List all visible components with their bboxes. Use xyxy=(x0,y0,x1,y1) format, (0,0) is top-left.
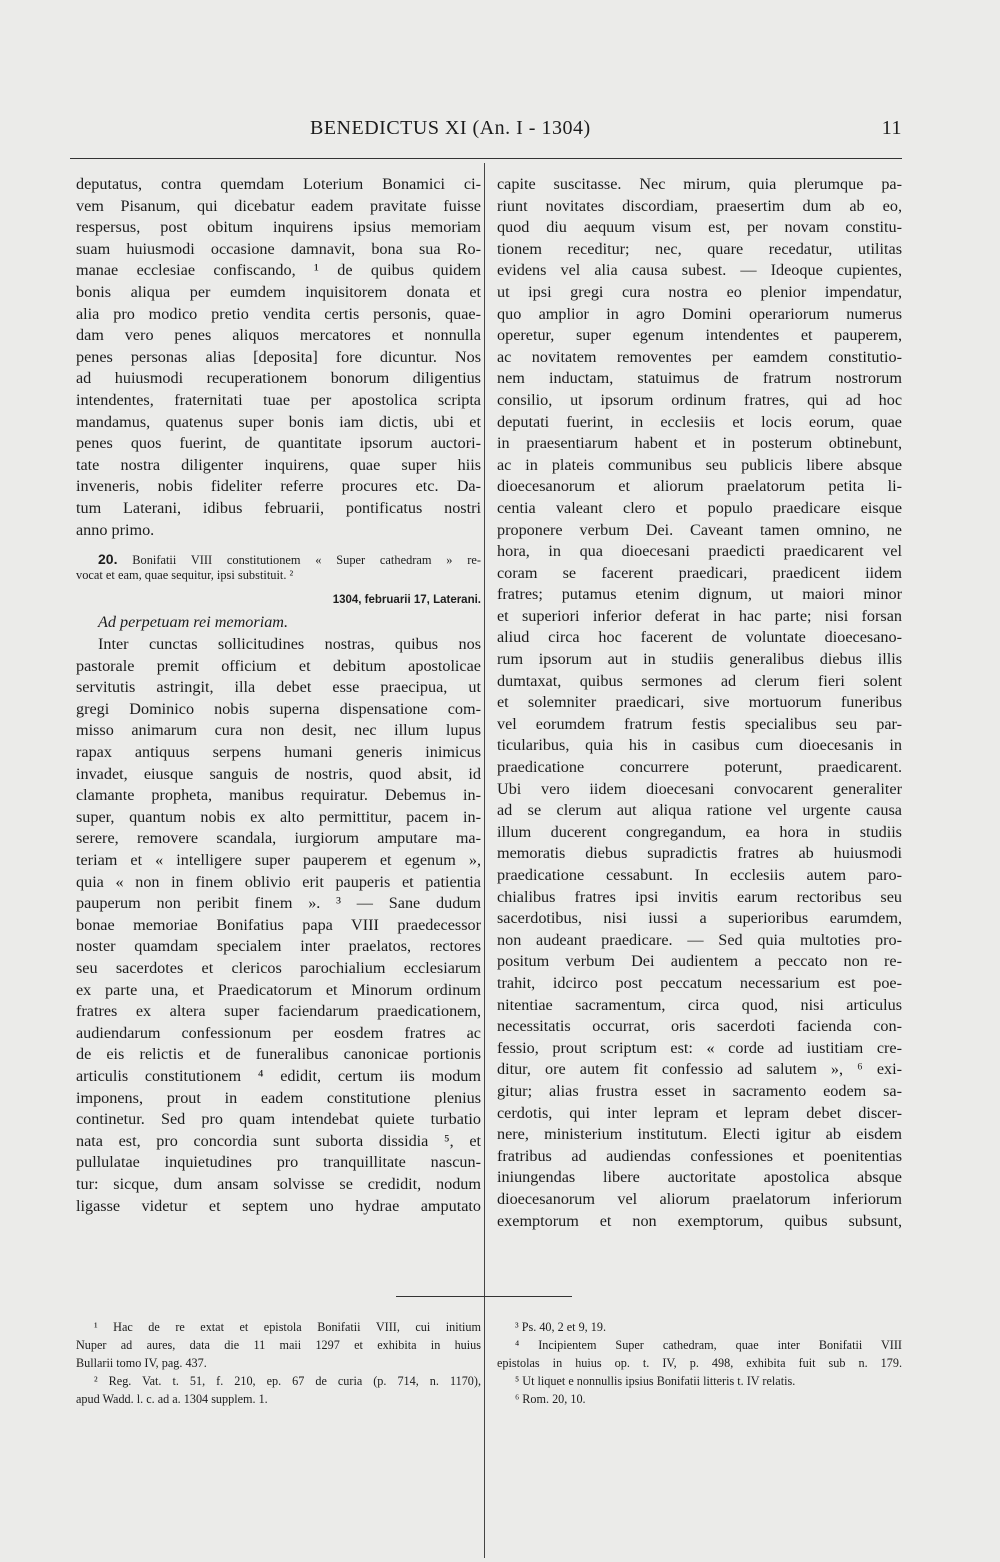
text-line: praedicatione cessabunt. In ecclesiis autem paro- xyxy=(497,866,902,884)
text-line: clamante propheta, manibus requiratur. Debemus in- xyxy=(76,786,481,805)
text-line: fratres; putamus etenim dignum, ut maiori minor xyxy=(497,585,902,604)
text-line: ac novitatem removentes per eamdem constitutio- xyxy=(497,347,902,366)
text-line: sacerdotibus, nisi iussi a superioribus earumdem, xyxy=(497,909,902,928)
rubric-text: Bonifatii VIII constitutionem « Super cathedram » re- xyxy=(132,553,481,568)
text-line: praedicatione concurrere poterunt, praedicarent. xyxy=(497,758,902,777)
text-line: dumtaxat, quibus sermones ad clerum fieri solent xyxy=(497,671,902,690)
text-line: tionem receditur; nec, quare recedatur, utilitas xyxy=(497,239,902,258)
rubric-line xyxy=(76,551,481,567)
text-line: non audeant praedicare. — Sed quia multoties pro- xyxy=(497,930,902,949)
text-line: ligasse videtur et septem uno hydrae amputato xyxy=(76,1196,481,1215)
text-line: operetur, super egenum intendentes et pauperem, xyxy=(497,326,902,345)
text-line: ac in plateis communibus seu publicis libere absque xyxy=(497,455,902,474)
text-line: teriam et « intelligere super pauperem et egenum », xyxy=(76,851,481,870)
text-line: memoratis diebus supradictis fratres ab huiusmodi xyxy=(497,844,902,863)
left-column xyxy=(76,174,481,1217)
section-rubric xyxy=(76,551,481,583)
text-line: tum Laterani, idibus februarii, pontificatus nostri xyxy=(76,498,481,517)
text-line: pauperum non peribit finem ». ³ — Sane dudum xyxy=(76,894,481,913)
text-line: invadet, eiusque sanguis de nostris, quod absit, id xyxy=(76,764,481,783)
text-line: tate nostra diligenter inquirens, quae super hiis xyxy=(76,455,481,474)
text-line: mandamus, quatenus super bonis iam dictis, ubi et xyxy=(76,412,481,431)
text-line: riunt novitates discordiam, praesertim dum ab eo, xyxy=(497,196,902,215)
footnote-line: Bullarii tomo IV, pag. 437. xyxy=(76,1356,207,1370)
text-line: alia pro modico pretio vendita certis personis, quae- xyxy=(76,304,481,323)
footnote-line: Nuper ad aures, data die 11 maii 1297 et exhibita in huius xyxy=(76,1338,481,1352)
footnote-rule xyxy=(396,1296,572,1297)
left-column-body-text xyxy=(76,634,481,1217)
footnote-column-divider xyxy=(484,1310,485,1406)
text-line: bonae memoriae Bonifatius papa VIII praedecessor xyxy=(76,915,481,934)
text-line: consilio, ut ipsorum ordinum fratres, qui ad hoc xyxy=(497,390,902,409)
text-line: intendentes, fraternitati tuae per apostolica scripta xyxy=(76,390,481,409)
text-line: tur: sicque, dum ansam solvisse se credidit, nodum xyxy=(76,1174,481,1193)
text-line: evidens vel alia causa subest. — Ideoque cupientes, xyxy=(497,261,902,280)
text-line: et superiori inferior deferat in hac parte; nisi forsan xyxy=(497,606,902,625)
text-line: anno primo. xyxy=(76,520,155,539)
text-line: deputati fuerint, in ecclesiis et locis eorum, quae xyxy=(497,412,902,431)
text-line: nata est, pro concordia sunt suborta dissidia ⁵, et xyxy=(76,1131,481,1150)
page-number: 11 xyxy=(881,117,902,139)
text-line: dioecesanorum et aliorum praelatorum petita li- xyxy=(497,477,902,496)
ad-perpetuam-formula: Ad perpetuam rei memoriam. xyxy=(98,613,289,632)
text-line: hora, in qua dioecesani praedicti praedicarent vel xyxy=(497,542,902,561)
text-line: fratres ex altera super faciendarum praedicationem, xyxy=(76,1002,481,1021)
text-line: gregi Dominico nobis superna dispensatione com- xyxy=(76,699,481,718)
text-line: deputatus, contra quemdam Loterium Bonamici ci- xyxy=(76,175,481,193)
header-rule xyxy=(70,158,902,159)
text-line: de eis relictis et de funeralibus canonicae portionis xyxy=(76,1045,481,1064)
dateline: 1304, februarii 17, Laterani. xyxy=(332,594,481,607)
rubric-line: vocat et eam, quae sequitur, ipsi substituit. ² xyxy=(76,568,294,583)
text-line: positum verbum Dei audientem a peccato non re- xyxy=(497,952,902,971)
text-line: ex parte una, et Praedicatorum et Minorum ordinum xyxy=(76,980,481,999)
text-line: continetur. Sed pro quam intendebat quiete turbatio xyxy=(76,1110,481,1129)
text-line: articulis constitutionem ⁴ edidit, certum iis modum xyxy=(76,1066,481,1085)
text-line: quia « non in finem oblivio erit pauperis et patientia xyxy=(76,872,481,891)
text-line: vel eorumdem fratrum festis specialibus seu par- xyxy=(497,714,902,733)
text-line: Ubi vero iidem dioecesani convocarent generaliter xyxy=(497,779,902,798)
text-line: exemptorum et non exemptorum, quibus subsunt, xyxy=(497,1211,902,1230)
text-line: rapax antiquus serpens humani generis inimicus xyxy=(76,743,481,762)
text-line: chialibus fratres ipsi invitis earum rectoribus seu xyxy=(497,887,902,906)
text-line: pullulatae inquietudines pro tranquillitate nascun- xyxy=(76,1153,481,1172)
footnote-line: ⁴ Incipientem Super cathedram, quae inter Bonifatii VIII xyxy=(515,1338,902,1352)
text-line: nem inductam, statuimus de fratrum nostrorum xyxy=(497,369,902,388)
text-line: centia valeant clero et populo praedicare eisque xyxy=(497,498,902,517)
text-line: servitutis astringit, illa debet esse praecipua, ut xyxy=(76,678,481,697)
footnotes-left xyxy=(76,1318,481,1408)
text-line: ticularibus, quia his in casibus cum dioecesanis in xyxy=(497,736,902,755)
text-line: et solemniter praedicari, sive mortuorum funeribus xyxy=(497,693,902,712)
text-line: vem Pisanum, qui dicebatur eadem pravitate fuisse xyxy=(76,196,481,215)
footnote-line: ² Reg. Vat. t. 51, f. 210, ep. 67 de curia (p. 714, n. 1170), xyxy=(94,1374,481,1388)
text-line: ad se clerum aut aliqua ratione vel urgente causa xyxy=(497,801,902,820)
text-line: ditur, ore autem fit confessio ad salutem », ⁶ exi- xyxy=(497,1060,902,1079)
text-line: penes personas alias [deposita] fore dicuntur. Nos xyxy=(76,347,481,366)
text-line: serere, removere scandala, iurgiorum amputare ma- xyxy=(76,829,481,848)
text-line: fratribus ad audiendas confessiones et poenitentias xyxy=(497,1146,902,1165)
text-line: nere, ministerium institutum. Electi igitur ab eisdem xyxy=(497,1125,902,1144)
text-line: dioecesanorum vel aliorum praelatorum inferiorum xyxy=(497,1189,902,1208)
text-line: noster quamdam specialem inter praelatos, rectores xyxy=(76,937,481,956)
text-line: suam huiusmodi occasione damnavit, bona sua Ro- xyxy=(76,239,481,258)
text-line: fessio, prout scriptum est: « corde ad iustitiam cre- xyxy=(497,1038,902,1057)
text-line: bonis aliqua per eumdem inquisitorem donata et xyxy=(76,282,481,301)
text-line: manae ecclesiae confiscando, ¹ de quibus quidem xyxy=(76,261,481,280)
footnote-line: epistolas in huius op. t. IV, p. 498, exhibita fuit sub n. 179. xyxy=(497,1356,902,1370)
text-line: rum ipsorum aut in studiis generalibus diebus illis xyxy=(497,650,902,669)
text-line: penes quos fuerint, de quantitate ipsorum auctori- xyxy=(76,434,481,453)
text-line: misso animarum cura non desit, nec illum lupus xyxy=(76,721,481,740)
text-line: capite suscitasse. Nec mirum, quia plerumque pa- xyxy=(497,175,902,193)
text-line: quo amplior in agro Domini operariorum numerus xyxy=(497,304,902,323)
left-column-opening-text xyxy=(76,174,481,541)
text-line: proponere verbum Dei. Caveant tamen omnino, ne xyxy=(497,520,902,539)
text-line: audiendarum confessionum per eosdem fratres ac xyxy=(76,1023,481,1042)
footnotes-right xyxy=(497,1318,902,1408)
text-line: gitur; alias frustra esset in sacramento eodem sa- xyxy=(497,1081,902,1100)
text-line: nitentiae sacramentum, circa quod, nisi articulus xyxy=(497,995,902,1014)
text-line: trahit, idcirco post peccatum necessarium est poe- xyxy=(497,973,902,992)
text-line: imponens, prout in eadem constitutione plenius xyxy=(76,1088,481,1107)
text-line: dam vero penes aliquos mercatores et nonnulla xyxy=(76,326,481,345)
text-line: coram se facerent praedicari, praedicent iidem xyxy=(497,563,902,582)
text-line: super, quantum nobis ex alto permittitur, pacem in- xyxy=(76,807,481,826)
text-line: in praesentiarum habent et in posterum obtinebunt, xyxy=(497,434,902,453)
text-line: aliud circa hoc facerent de voluntate dioecesano- xyxy=(497,628,902,647)
text-line: illum ducerent congregandum, ea hora in studiis xyxy=(497,822,902,841)
text-line: inveneris, nobis fideliter referre procures etc. Da- xyxy=(76,477,481,496)
text-line: cerdotis, qui inter lepram et lepram debet discer- xyxy=(497,1103,902,1122)
text-line: Inter cunctas sollicitudines nostras, quibus nos xyxy=(98,635,481,654)
text-line: quod diu aequum visum est, per novam constitu- xyxy=(497,218,902,237)
text-line: iniungendas libere auctoritate apostolica absque xyxy=(497,1168,902,1187)
text-line: ad huiusmodi recuperationem bonorum diligentius xyxy=(76,369,481,388)
text-line: respersus, post obitum inquirens ipsius memoriam xyxy=(76,218,481,237)
footnote-line: ³ Ps. 40, 2 et 9, 19. xyxy=(515,1320,607,1334)
text-line: necessitatis occurrat, oris sacerdoti facienda con- xyxy=(497,1017,902,1036)
right-column xyxy=(497,174,902,1232)
footnote-line: ¹ Hac de re extat et epistola Bonifatii VIII, cui initium xyxy=(94,1320,481,1334)
footnote-line: ⁶ Rom. 20, 10. xyxy=(515,1392,586,1406)
footnote-line: ⁵ Ut liquet e nonnullis ipsius Bonifatii litteris t. IV relatis. xyxy=(515,1374,796,1388)
section-number: 20. xyxy=(98,551,118,568)
running-title: BENEDICTUS XI (An. I - 1304) xyxy=(310,117,591,139)
footnote-line: apud Wadd. l. c. ad a. 1304 supplem. 1. xyxy=(76,1392,268,1406)
text-line: pastorale premit officium et debitum apostolicae xyxy=(76,656,481,675)
text-line: seu sacerdotes et clericos parochialium ecclesiarum xyxy=(76,959,481,977)
text-line: ut ipsi gregi cura nostra eo plenior impendatur, xyxy=(497,282,902,301)
